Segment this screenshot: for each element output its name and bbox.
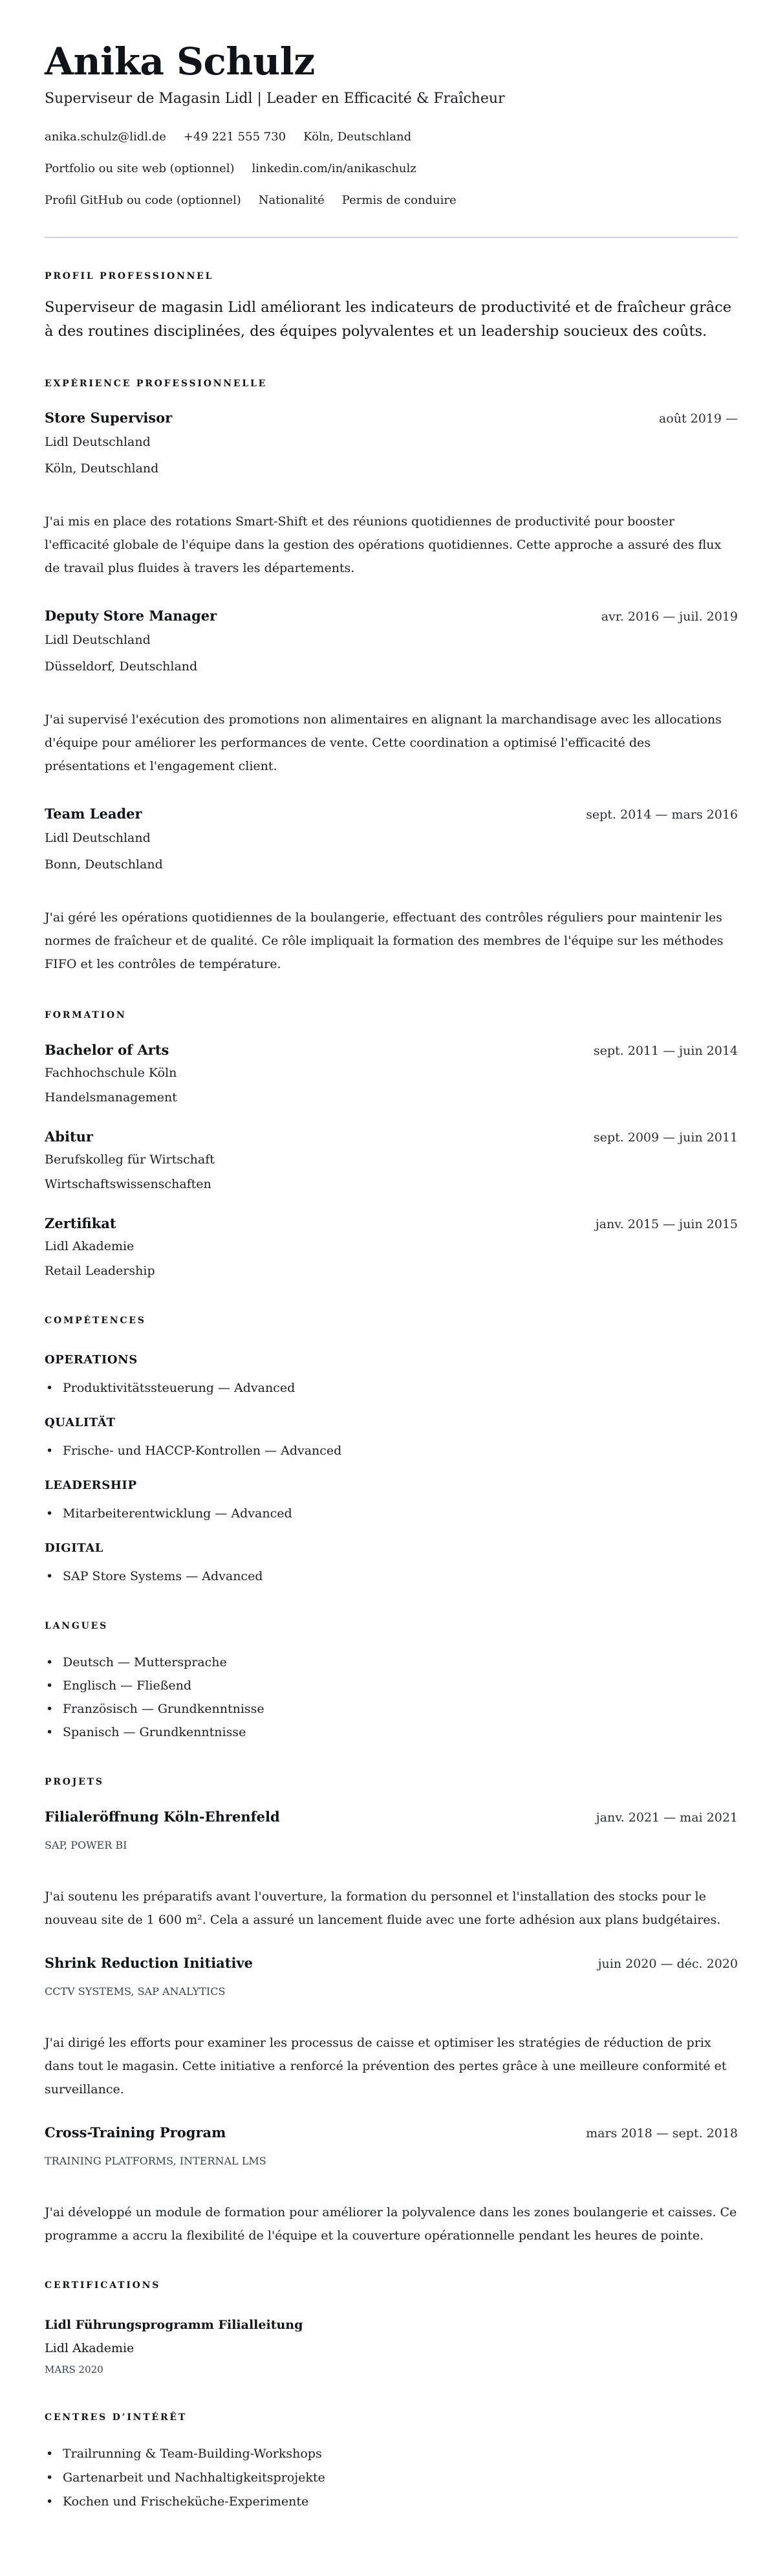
contact-row bbox=[45, 191, 738, 210]
skill-group-title: DIGITAL bbox=[45, 1541, 104, 1555]
certification-title: Lidl Führungsprogramm Filialleitung bbox=[45, 2318, 303, 2332]
project-tech: SAP, POWER BI bbox=[45, 1839, 127, 1851]
company: Lidl Deutschland bbox=[45, 633, 151, 647]
skill-group bbox=[45, 1478, 738, 1523]
certification-issuer: Lidl Akademie bbox=[45, 2341, 135, 2355]
section-heading: FORMATION bbox=[45, 1010, 127, 1020]
phone-link[interactable]: +49 221 555 730 bbox=[183, 130, 286, 144]
job-description: J'ai supervisé l'exécution des promotions non alimentaires en alignant la marchandisage avec les allocations d'équipe pour améliorer les performances de vente. Cette coordination a optimisé l'efficacité des présentations et l'engagement client. bbox=[45, 712, 722, 773]
job-title: Deputy Store Manager bbox=[45, 608, 217, 624]
job-location: Düsseldorf, Deutschland bbox=[45, 659, 198, 674]
skill-group-title: QUALITÄT bbox=[45, 1416, 116, 1429]
project-entry bbox=[45, 1954, 738, 2101]
languages-section bbox=[45, 1620, 738, 1744]
job-dates: avr. 2016 — juil. 2019 bbox=[601, 610, 738, 624]
education-dates: sept. 2009 — juin 2011 bbox=[593, 1130, 738, 1145]
project-entry bbox=[45, 1808, 738, 1932]
job-title: Store Supervisor bbox=[45, 410, 173, 426]
education-entry bbox=[45, 1128, 738, 1194]
section-heading: EXPÉRIENCE PROFESSIONNELLE bbox=[45, 379, 268, 389]
company: Lidl Deutschland bbox=[45, 831, 151, 845]
email-link[interactable]: anika.schulz@lidl.de bbox=[45, 130, 166, 144]
job-description: J'ai mis en place des rotations Smart-Shift et des réunions quotidiennes de productivité pour booster l'efficacité globale de l'équipe dans la gestion des opérations quotidiennes. Cette approche a assuré des flux de travail plus fluides à travers les départements. bbox=[45, 514, 722, 575]
project-dates: juin 2020 — déc. 2020 bbox=[598, 1957, 738, 1971]
job-location: Bonn, Deutschland bbox=[45, 857, 163, 872]
skill-group bbox=[45, 1541, 738, 1586]
job-dates: sept. 2014 — mars 2016 bbox=[586, 808, 738, 822]
experience-entry bbox=[45, 409, 738, 580]
section-heading: CENTRES D’INTÉRÊT bbox=[45, 2412, 188, 2423]
resume-header bbox=[45, 41, 738, 238]
skill-group bbox=[45, 1415, 738, 1460]
interest-item: • Trailrunning & Team-Building-Workshops bbox=[45, 2442, 738, 2466]
contact-info bbox=[45, 127, 738, 210]
skill-item: • Mitarbeiterentwicklung — Advanced bbox=[45, 1504, 738, 1523]
school: Lidl Akademie bbox=[45, 1239, 135, 1253]
degree: Zertifikat bbox=[45, 1215, 116, 1231]
section-heading: COMPÉTENCES bbox=[45, 1316, 146, 1326]
field-of-study: Retail Leadership bbox=[45, 1264, 155, 1278]
degree: Bachelor of Arts bbox=[45, 1042, 169, 1058]
project-title: Shrink Reduction Initiative bbox=[45, 1955, 253, 1971]
nationality: Nationalité bbox=[258, 193, 325, 207]
projects-section bbox=[45, 1776, 738, 2247]
project-tech: TRAINING PLATFORMS, INTERNAL LMS bbox=[45, 2155, 266, 2167]
job-dates: août 2019 — bbox=[658, 412, 738, 426]
project-description: J'ai dirigé les efforts pour examiner les processus de caisse et optimiser les stratégies de réduction de prix dans tout le magasin. Cette initiative a renforcé la prévention des pertes grâce à une meilleure conformité et surveillance. bbox=[45, 2036, 727, 2097]
skill-item: • Produktivitätssteuerung — Advanced bbox=[45, 1378, 738, 1398]
linkedin-link[interactable]: linkedin.com/in/anikaschulz bbox=[252, 162, 416, 175]
skill-group bbox=[45, 1352, 738, 1398]
skill-group-title: LEADERSHIP bbox=[45, 1479, 137, 1492]
certification-date: MARS 2020 bbox=[45, 2364, 103, 2375]
degree: Abitur bbox=[45, 1128, 93, 1145]
job-title: Team Leader bbox=[45, 806, 142, 822]
section-heading: LANGUES bbox=[45, 1621, 109, 1631]
interest-item: • Kochen und Frischeküche-Experimente bbox=[45, 2490, 738, 2514]
portfolio-link[interactable]: Portfolio ou site web (optionnel) bbox=[45, 162, 235, 175]
interest-item: • Gartenarbeit und Nachhaltigkeitsprojekte bbox=[45, 2466, 738, 2490]
section-heading: PROJETS bbox=[45, 1777, 104, 1787]
certification-entry bbox=[45, 2317, 738, 2376]
certifications-section bbox=[45, 2279, 738, 2376]
section-heading: CERTIFICATIONS bbox=[45, 2280, 161, 2291]
education-entry bbox=[45, 1041, 738, 1107]
profile-summary: Superviseur de magasin Lidl améliorant les indicateurs de productivité et de fraîcheur grâce à des routines disciplinées, des équipes polyvalentes et un leadership soucieux des coûts. bbox=[45, 299, 732, 340]
field-of-study: Wirtschaftswissenschaften bbox=[45, 1177, 211, 1191]
contact-row bbox=[45, 159, 738, 179]
driving-license: Permis de conduire bbox=[341, 193, 457, 207]
candidate-headline: Superviseur de Magasin Lidl | Leader en Efficacité & Fraîcheur bbox=[45, 91, 505, 107]
education-dates: sept. 2011 — juin 2014 bbox=[593, 1044, 738, 1058]
experience-entry bbox=[45, 607, 738, 778]
project-description: J'ai soutenu les préparatifs avant l'ouverture, la formation du personnel et l'installation des stocks pour le nouveau site de 1 600 m². Cela a assuré un lancement fluide avec une forte adhésion aux plans budgétaires. bbox=[45, 1889, 721, 1927]
education-entry bbox=[45, 1215, 738, 1281]
job-description: J'ai géré les opérations quotidiennes de la boulangerie, effectuant des contrôles réguliers pour maintenir les normes de fraîcheur et de qualité. Ce rôle impliquait la formation des membres de l'équipe sur les méthodes FIFO et les contrôles de température. bbox=[45, 910, 724, 971]
language-item: • Deutsch — Muttersprache bbox=[45, 1651, 738, 1674]
skills-section bbox=[45, 1314, 738, 1586]
field-of-study: Handelsmanagement bbox=[45, 1090, 177, 1105]
education-dates: janv. 2015 — juin 2015 bbox=[595, 1217, 738, 1231]
project-entry bbox=[45, 2124, 738, 2247]
experience-entry bbox=[45, 805, 738, 976]
header-divider bbox=[45, 237, 738, 238]
project-title: Cross-Training Program bbox=[45, 2124, 226, 2141]
interests-section bbox=[45, 2411, 738, 2514]
language-item: • Englisch — Fließend bbox=[45, 1674, 738, 1697]
language-item: • Französisch — Grundkenntnisse bbox=[45, 1697, 738, 1721]
skill-item: • Frische- und HACCP-Kontrollen — Advanced bbox=[45, 1441, 738, 1460]
skill-group-title: OPERATIONS bbox=[45, 1353, 138, 1367]
project-tech: CCTV SYSTEMS, SAP ANALYTICS bbox=[45, 1985, 226, 1998]
skill-item: • SAP Store Systems — Advanced bbox=[45, 1567, 738, 1586]
contact-row bbox=[45, 127, 738, 147]
language-item: • Spanisch — Grundkenntnisse bbox=[45, 1721, 738, 1744]
school: Berufskolleg für Wirtschaft bbox=[45, 1152, 215, 1167]
location: Köln, Deutschland bbox=[303, 130, 412, 144]
experience-section bbox=[45, 377, 738, 976]
job-location: Köln, Deutschland bbox=[45, 461, 159, 476]
project-title: Filialeröffnung Köln-Ehrenfeld bbox=[45, 1809, 280, 1825]
profile-section bbox=[45, 270, 738, 344]
candidate-name: Anika Schulz bbox=[45, 39, 315, 83]
section-heading: PROFIL PROFESSIONNEL bbox=[45, 271, 214, 281]
github-link[interactable]: Profil GitHub ou code (optionnel) bbox=[45, 193, 241, 207]
project-description: J'ai développé un module de formation pour améliorer la polyvalence dans les zones boulangerie et caisses. Ce programme a accru la flexibilité de l'équipe et la couverture opérationnelle pendant les heures de pointe. bbox=[45, 2205, 737, 2243]
education-section bbox=[45, 1009, 738, 1281]
project-dates: janv. 2021 — mai 2021 bbox=[596, 1811, 738, 1825]
project-dates: mars 2018 — sept. 2018 bbox=[586, 2126, 738, 2141]
school: Fachhochschule Köln bbox=[45, 1066, 177, 1080]
company: Lidl Deutschland bbox=[45, 435, 151, 449]
